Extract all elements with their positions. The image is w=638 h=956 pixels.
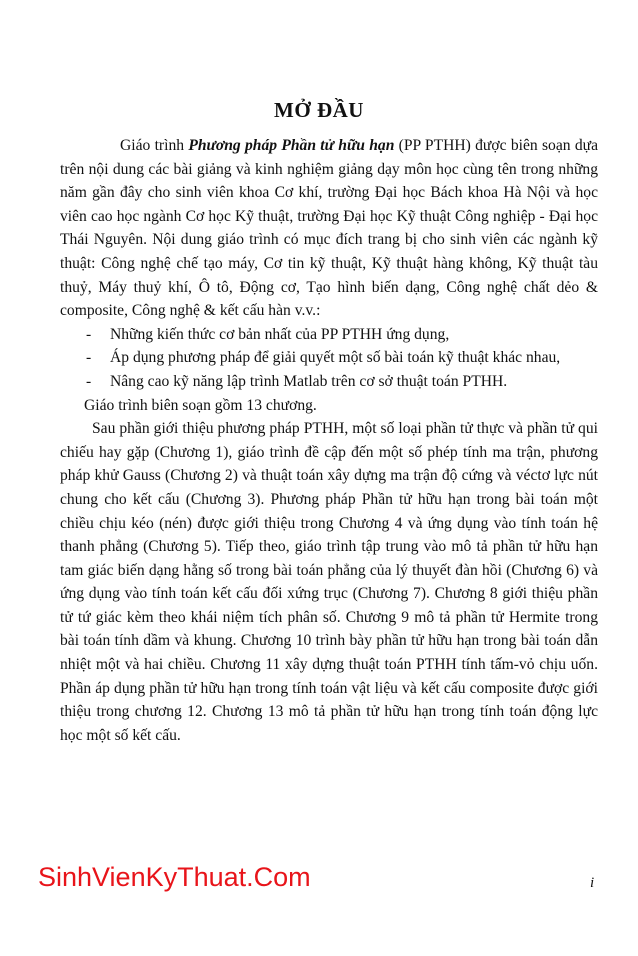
- intro-text-before: Giáo trình: [120, 137, 189, 154]
- chapters-summary-paragraph: Sau phần giới thiệu phương pháp PTHH, một số loại phần tử thực và phần tử qui chiếu hay gặp (Chương 1), giáo trình đề cập đến một số phép tính ma trận, phương pháp khử Gauss (Chương 2) và thuật toán xây dựng ma trận độ cứng và véctơ lực nút chung cho kết cấu (Chương 3). Phương pháp Phần tử hữu hạn trong bài toán một chiều chịu kéo (nén) được giới thiệu trong Chương 4 và ứng dụng vào tính toán hệ thanh phẳng (Chương 5). Tiếp theo, giáo trình tập trung vào mô tả phần tử hữu hạn tam giác biến dạng hằng số trong bài toán phẳng của lý thuyết đàn hồi (Chương 6) và ứng dụng vào tính toán kết cấu đối xứng trục (Chương 7). Chương 8 giới thiệu phần tử tứ giác kèm theo khái niệm tích phân số. Chương 9 mô tả phần tử Hermite trong bài toán tính dầm và khung. Chương 10 trình bày phần tử hữu hạn trong bài toán dẫn nhiệt một và hai chiều. Chương 11 xây dựng thuật toán PTHH tính tấm-vỏ chịu uốn. Phần áp dụng phần tử hữu hạn trong tính toán vật liệu và kết cấu composite được giới thiệu trong chương 12. Chương 13 mô tả phần tử hữu hạn trong tính toán động lực học một số kết cấu.: [60, 420, 598, 744]
- bullet-dash: -: [86, 372, 92, 390]
- intro-text-after: (PP PTHH) được biên soạn dựa trên nội dung các bài giảng và kinh nghiệm giảng dạy môn học cùng tên trong những năm gần đây cho sinh viên khoa Cơ khí, trường Đại học Bách khoa Hà Nội và học viên cao học ngành Cơ học Kỹ thuật, trường Đại học Kỹ thuật Công nghiệp - Đại học Thái Nguyên. Nội dung giáo trình có mục đích trang bị cho sinh viên các ngành kỹ thuật: Công nghệ chế tạo máy, Cơ tin kỹ thuật, Kỹ thuật hàng không, Kỹ thuật tàu thuỷ, Máy thuỷ khí, Ô tô, Động cơ, Tạo hình biến dạng, Công nghệ chất dẻo & composite, Công nghệ & kết cấu hàn v.v.:: [60, 137, 598, 320]
- list-item-text: Nâng cao kỹ năng lập trình Matlab trên cơ sở thuật toán PTHH.: [110, 372, 508, 390]
- chapters-count-paragraph: Giáo trình biên soạn gồm 13 chương.: [84, 396, 317, 414]
- list-item-text: Những kiến thức cơ bản nhất của PP PTHH ứng dụng,: [110, 325, 450, 343]
- list-item: [60, 346, 598, 370]
- list-item: [60, 323, 598, 347]
- list-item: [60, 370, 598, 394]
- watermark-brand: SinhVienKyThuat.Com: [38, 862, 311, 892]
- intro-paragraph: [60, 134, 598, 323]
- objectives-list: [60, 323, 598, 394]
- book-title-emphasis: Phương pháp Phần tử hữu hạn: [188, 137, 395, 154]
- list-item-text: Áp dụng phương pháp để giải quyết một số bài toán kỹ thuật khác nhau,: [110, 349, 561, 367]
- document-body: [60, 134, 598, 747]
- page-title: MỞ ĐẦU: [274, 98, 364, 122]
- bullet-dash: -: [86, 325, 92, 343]
- page-number: i: [590, 875, 595, 891]
- bullet-dash: -: [86, 349, 92, 367]
